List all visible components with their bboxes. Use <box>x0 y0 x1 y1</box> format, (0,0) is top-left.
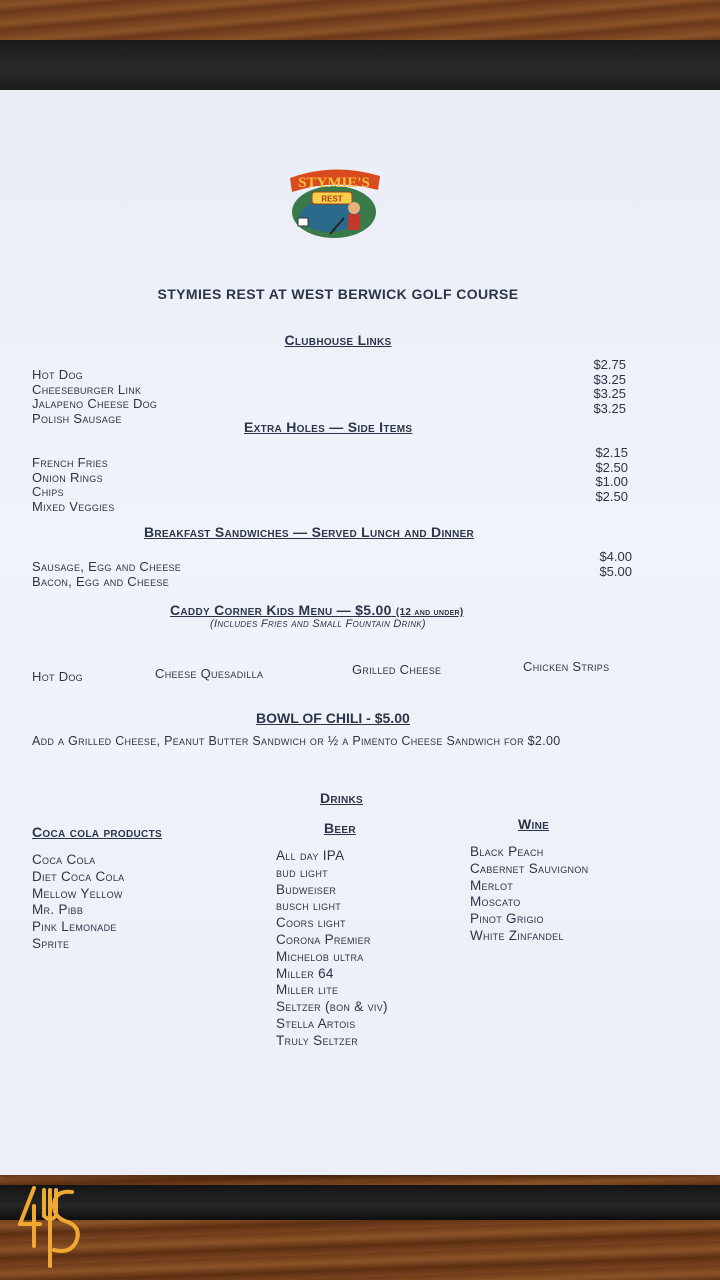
drinks-wine-heading: Wine <box>518 816 550 832</box>
breakfast-items <box>32 560 181 589</box>
menu-item: Polish Sausage <box>32 410 122 426</box>
drink-item: Stella Artois <box>276 1015 356 1031</box>
drink-item: Moscato <box>470 894 521 910</box>
kids-item: Hot Dog <box>32 669 83 684</box>
menu-item: Onion Rings <box>32 469 103 485</box>
watermark-text: 4SQ <box>50 1269 54 1270</box>
drink-item: Mellow Yellow <box>32 885 123 901</box>
side-items <box>32 456 115 514</box>
drink-item: Truly Seltzer <box>276 1032 359 1048</box>
section-clubhouse-links: Clubhouse Links <box>284 332 392 348</box>
menu-price: $2.75 <box>593 357 626 372</box>
menu-price: $3.25 <box>593 386 626 401</box>
breakfast-prices <box>566 550 632 579</box>
menu-item: French Fries <box>32 455 109 470</box>
side-prices <box>562 446 628 504</box>
restaurant-title: STYMIES REST AT WEST BERWICK GOLF COURSE <box>157 286 519 302</box>
menu-price: $3.25 <box>593 400 626 416</box>
drink-item: Miller 64 <box>276 965 334 981</box>
drink-item: Diet Coca Cola <box>32 868 125 884</box>
clubhouse-prices <box>560 358 626 416</box>
drink-item: Pinot Grigio <box>470 911 544 927</box>
drink-item: Merlot <box>470 877 514 893</box>
drink-item: Black Peach <box>470 844 544 859</box>
kids-menu-age-note: (12 and under) <box>395 607 464 618</box>
drink-item: Michelob ultra <box>276 948 364 964</box>
drink-item: busch light <box>276 898 342 914</box>
kids-item: Chicken Strips <box>523 659 610 674</box>
wine-list <box>470 844 588 945</box>
drink-item: Mr. Pibb <box>32 902 84 918</box>
drink-item: Cabernet Sauvignon <box>470 860 589 876</box>
menu-holder-frame-bottom <box>0 1185 720 1220</box>
menu-item: Cheeseburger Link <box>32 381 142 397</box>
logo-text: STYMIE'S <box>298 175 370 191</box>
kids-menu-heading: Caddy Corner Kids Menu — $5.00 <box>170 602 392 618</box>
menu-item: Mixed Veggies <box>32 498 115 514</box>
drinks-beer-heading: Beer <box>324 820 356 836</box>
menu-item: Chips <box>32 484 64 499</box>
kids-menu-subnote: (Includes Fries and Small Fountain Drink) <box>210 618 426 630</box>
drink-item: White Zinfandel <box>470 927 564 943</box>
kids-item: Cheese Quesadilla <box>155 666 264 681</box>
menu-item: Sausage, Egg and Cheese <box>32 559 182 574</box>
beer-list <box>276 848 388 1050</box>
menu-price: $3.25 <box>593 371 626 387</box>
menu-item: Hot Dog <box>32 367 83 382</box>
menu-item: Bacon, Egg and Cheese <box>32 573 169 589</box>
section-drinks: Drinks <box>320 790 364 806</box>
menu-price: $2.50 <box>595 488 628 504</box>
drink-item: Miller lite <box>276 982 339 998</box>
drinks-coca-cola-heading: Coca cola products <box>32 824 162 840</box>
menu-price: $2.15 <box>595 445 628 460</box>
menu-price: $1.00 <box>595 474 628 489</box>
menu-item: Jalapeno Cheese Dog <box>32 396 158 411</box>
drink-item: bud light <box>276 864 328 880</box>
stymies-rest-logo <box>280 156 388 240</box>
chili-note: Add a Grilled Cheese, Peanut Butter Sandwich or ½ a Pimento Cheese Sandwich for $2.00 <box>32 734 561 748</box>
clubhouse-items <box>32 368 157 426</box>
logo-badge: REST <box>321 194 343 204</box>
section-bowl-of-chili: BOWL OF CHILI - $5.00 <box>256 710 410 726</box>
foursquare-watermark-icon <box>14 1180 90 1270</box>
drink-item: Corona Premier <box>276 931 371 947</box>
coca-cola-list <box>32 852 124 953</box>
section-side-items: Extra Holes — Side Items <box>244 419 413 435</box>
drink-item: All day IPA <box>276 848 345 863</box>
menu-price: $5.00 <box>599 563 632 579</box>
menu-price: $4.00 <box>599 549 632 564</box>
drink-item: Coca Cola <box>32 852 96 867</box>
drink-item: Pink Lemonade <box>32 919 117 935</box>
drink-item: Budweiser <box>276 881 337 897</box>
drink-item: Seltzer (bon & viv) <box>276 999 388 1015</box>
drink-item: Sprite <box>32 935 70 951</box>
menu-page <box>0 90 720 1175</box>
menu-price: $2.50 <box>595 459 628 475</box>
section-kids-menu <box>170 602 464 618</box>
section-breakfast-sandwiches: Breakfast Sandwiches — Served Lunch and Dinner <box>144 524 475 540</box>
drink-item: Coors light <box>276 915 346 931</box>
kids-item: Grilled Cheese <box>352 662 442 677</box>
